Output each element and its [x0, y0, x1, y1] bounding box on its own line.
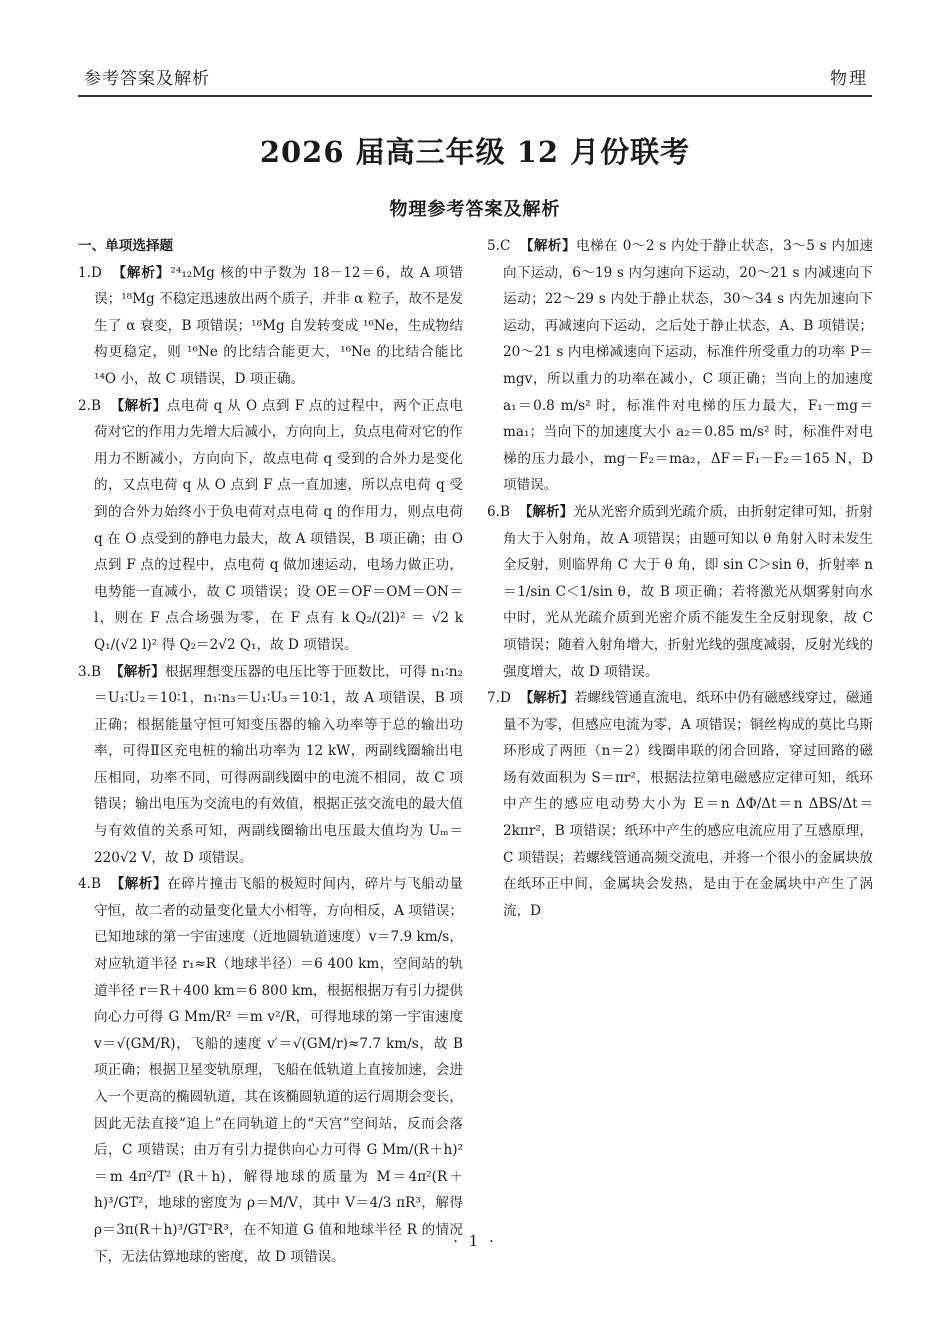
analysis-tag: 【解析】	[519, 238, 576, 254]
page-subtitle: 物理参考答案及解析	[389, 199, 561, 220]
answer-letter: B	[90, 663, 101, 680]
header-left-label: 参考答案及解析	[84, 69, 210, 89]
question-5	[487, 233, 873, 499]
answer-letter: C	[499, 238, 511, 254]
answer-letter: B	[499, 503, 510, 520]
analysis-text: 若螺线管通直流电，纸环中仍有磁感线穿过，磁通量不为零，但感应电流为零，A 项错误；铜丝构成的莫比乌斯环形成了两匝（n＝2）线圈串联的闭合回路，穿过回路的磁场有效面积为 S＝πr²，根据法拉第电磁感应定律可知，纸环中产生的感应电动势大小为 E＝n ΔΦ/Δt＝n ΔBS/Δt＝2kπr²，B 项错误；纸环中产生的感应电流应用了互感原理，C 项错误；若螺线管通高频交流电，并将一个很小的金属块放在纸环正中间，金属块会发热，是由于在金属块中产生了涡流，D	[503, 690, 874, 919]
analysis-tag: 【解析】	[112, 264, 171, 281]
question-4	[78, 871, 463, 1270]
header-rule	[78, 95, 872, 97]
analysis-tag: 【解析】	[519, 690, 574, 707]
analysis-tag: 【解析】	[109, 663, 166, 680]
question-7	[487, 685, 873, 924]
question-3	[78, 659, 463, 872]
analysis-text: 根据理想变压器的电压比等于匝数比，可得 n₁∶n₂＝U₁∶U₂＝10∶1，n₁∶n₃＝U₁∶U₃＝10∶1，故 A 项错误，B 项正确；根据能量守恒可知变压器的输入功率等于总的输出功率，可得Ⅱ区充电桩的输出功率为 12 kW，两副线圈输出电压相同，功率不同，可得两副线圈中的电流不相同，故 C 项错误；输出电压为交流电的有效值，根据正弦交流电的最大值与有效值的关系可知，两副线圈输出电压最大值均为 Uₘ＝220√2 V，故 D 项错误。	[94, 663, 463, 866]
question-number: 2.	[78, 397, 91, 414]
question-number: 3.	[78, 663, 91, 680]
page-number: · 1 ·	[453, 1232, 497, 1250]
question-number: 4.	[78, 876, 91, 893]
analysis-text: 光从光密介质到光疏介质，由折射定律可知，折射角大于入射角，故 A 项错误；由题可知以 θ 角射入时未发生全反射，则临界角 C 大于 θ 角，即 sin C＞sin θ，折射率 n＝1/sin C＜1/sin θ，故 B 项正确；若将激光从烟雾射向水中时，光从光疏介质到光密介质不能发生全反射现象，故 C 项错误；随着入射角增大，折射光线的强度减弱，反射光线的强度增大，故 D 项错误。	[503, 503, 873, 680]
question-number: 7.	[487, 690, 500, 707]
question-number: 5.	[487, 238, 500, 254]
question-2	[78, 393, 463, 659]
analysis-text: 点电荷 q 从 O 点到 F 点的过程中，两个正点电荷对它的作用力先增大后减小，方向向上，负点电荷对它的作用力不断减小，方向向下，故点电荷 q 受到的合外力是变化的，又点电荷 q 从 O 点到 F 点一直加速，所以点电荷 q 受到的合外力始终小于负电荷对点电荷 q 的作用力，则点电荷 q 在 O 点受到的静电力最大，故 A 项错误，B 项正确；由 O 点到 F 点的过程中，点电荷 q 做加速运动，电场力做正功，电势能一直减小，故 C 项错误；设 OE＝OF＝OM＝ON＝l，则在 F 点合场强为零，在 F 点有 k Q₂/(2l)² ＝ √2 k Q₁/(√2 l)² 得 Q₂＝2√2 Q₁，故 D 项错误。	[94, 397, 463, 653]
question-6	[487, 499, 873, 685]
right-column	[487, 233, 873, 924]
answer-letter: D	[499, 690, 511, 707]
question-number: 6.	[487, 503, 500, 520]
analysis-tag: 【解析】	[110, 876, 168, 893]
analysis-text: 在碎片撞击飞船的极短时间内，碎片与飞船动量守恒，故二者的动量变化量大小相等，方向相反，A 项错误；已知地球的第一宇宙速度（近地圆轨道速度）v＝7.9 km/s，对应轨道半径 r₁≈R（地球半径）＝6 400 km，空间站的轨道半径 r＝R＋400 km＝6 800 km，根据根据万有引力提供向心力可得 G Mm/R² ＝m v²/R，可得地球的第一宇宙速度 v＝√(GM/R)，飞船的速度 v′＝√(GM/r)≈7.7 km/s，故 B 项正确；根据卫星变轨原理，飞船在低轨道上直接加速，会进入一个更高的椭圆轨道，其在该椭圆轨道的运行周期会变长，因此无法直接“追上”在同轨道上的“天宫”空间站，反而会落后，C 项错误；由万有引力提供向心力可得 G Mm/(R＋h)² ＝m 4π²/T² (R＋h)，解得地球的质量为 M＝4π²(R＋h)³/GT²，地球的密度为 ρ＝M/V，其中 V＝4/3 πR³，解得 ρ＝3π(R＋h)³/GT²R³，在不知道 G 值和地球半径 R 的情况下，无法估算地球的密度，故 D 项错误。	[94, 876, 464, 1265]
left-column	[78, 233, 463, 1270]
section-heading: 一、单项选择题	[78, 238, 174, 254]
page-title: 2026 届高三年级 12 月份联考	[259, 135, 691, 169]
analysis-text: 电梯在 0～2 s 内处于静止状态，3～5 s 内加速向下运动，6～19 s 内匀速向下运动，20～21 s 内减速向下运动；22～29 s 内处于静止状态，30～34 s 内先加速向下运动，再减速向下运动，之后处于静止状态，A、B 项错误；20～21 s 内电梯减速向下运动，标准件所受重力的功率 P＝mgv，所以重力的功率在减小，C 项正确；当向上的加速度 a₁＝0.8 m/s² 时，标准件对电梯的压力最大，F₁－mg＝ma₁；当向下的加速度大小 a₂＝0.85 m/s² 时，标准件对电梯的压力最小，mg－F₂＝ma₂，ΔF＝F₁－F₂＝165 N，D 项错误。	[503, 238, 873, 494]
answer-letter: D	[90, 264, 102, 281]
header-subject-label: 物理	[830, 69, 868, 89]
question-1	[78, 260, 463, 393]
answer-letter: B	[90, 876, 101, 893]
analysis-tag: 【解析】	[110, 397, 167, 414]
question-number: 1.	[78, 264, 91, 281]
answer-letter: B	[90, 397, 101, 414]
analysis-tag: 【解析】	[518, 503, 574, 520]
analysis-text: ²⁴₁₂Mg 核的中子数为 18－12＝6，故 A 项错误；¹⁸Mg 不稳定迅速放出两个质子，并非 α 粒子，故不是发生了 α 衰变，B 项错误；¹⁸Mg 自发转变成 ¹⁶Ne，生成物结构更稳定，则 ¹⁶Ne 的比结合能更大，¹⁶Ne 的比结合能比 ¹⁴O 小，故 C 项错误，D 项正确。	[94, 264, 463, 387]
page-header	[78, 52, 872, 92]
